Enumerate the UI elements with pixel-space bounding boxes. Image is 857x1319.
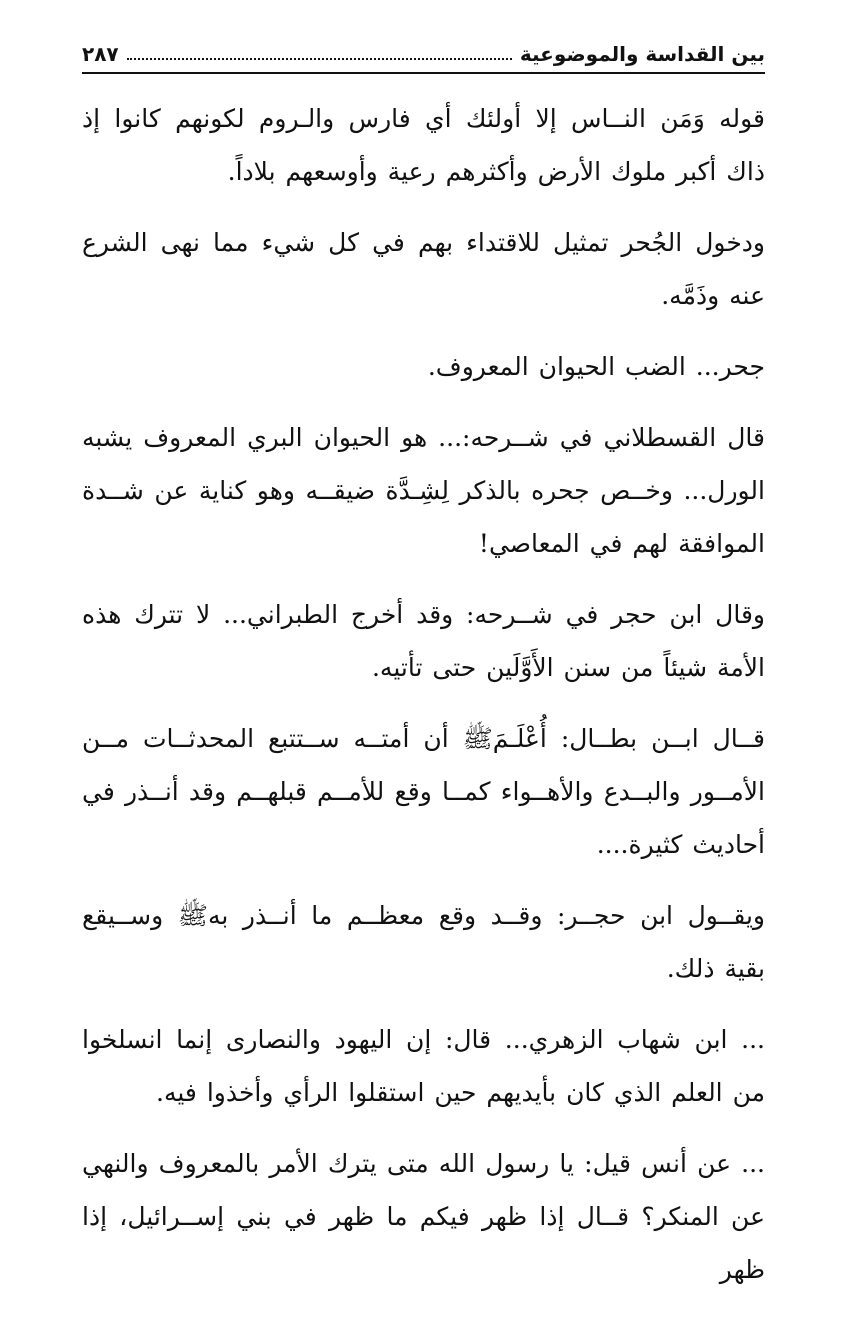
running-header <box>82 26 765 74</box>
paragraph: قــال ابــن بطــال: أُعْلَـمَﷺ أن أمتــه ســتتبع المحدثــات مــن الأمــور والبــدع والأهــواء كمــا وقع للأمــم قبلهــم وقد أنــذر في أحاديث كثيرة.... <box>82 724 765 859</box>
paragraph: قوله وَمَن النــاس إلا أولئك أي فارس والـروم لكونهم كانوا إذ ذاك أكبر ملوك الأرض وأكثرهم رعية وأوسعهم بلاداً. <box>82 104 765 186</box>
paragraph: وقال ابن حجر في شــرحه: وقد أخرج الطبراني... لا تترك هذه الأمة شيئاً من سنن الأَوَّلَين حتى تأتيه. <box>82 600 765 682</box>
paragraph: ... ابن شهاب الزهري... قال: إن اليهود والنصارى إنما انسلخوا من العلم الذي كان بأيديهم حين استقلوا الرأي وأخذوا فيه. <box>82 1025 765 1107</box>
paragraph: ودخول الجُحر تمثيل للاقتداء بهم في كل شيء مما نهى الشرع عنه وذَمَّه. <box>82 228 765 310</box>
paragraph: جحر... الضب الحيوان المعروف. <box>427 352 765 381</box>
dotted-leader <box>127 58 512 60</box>
paragraph: ... عن أنس قيل: يا رسول الله متى يترك الأمر بالمعروف والنهي عن المنكر؟ قــال إذا ظهر فيكم ما ظهر في بني إســرائيل، إذا ظهر <box>82 1149 765 1284</box>
page-number: ٢٨٧ <box>82 42 119 66</box>
paragraph: ويقــول ابن حجــر: وقــد وقع معظــم ما أنــذر بهﷺ وســيقع بقية ذلك. <box>82 901 765 983</box>
running-title: بين القداسة والموضوعية <box>519 42 765 66</box>
paragraph: قال القسطلاني في شــرحه:... هو الحيوان البري المعروف يشبه الورل... وخــص جحره بالذكر لِشِـدَّة ضيقــه وهو كناية عن شــدة الموافقة لهم في المعاصي! <box>82 423 765 558</box>
body-text <box>82 92 765 1314</box>
